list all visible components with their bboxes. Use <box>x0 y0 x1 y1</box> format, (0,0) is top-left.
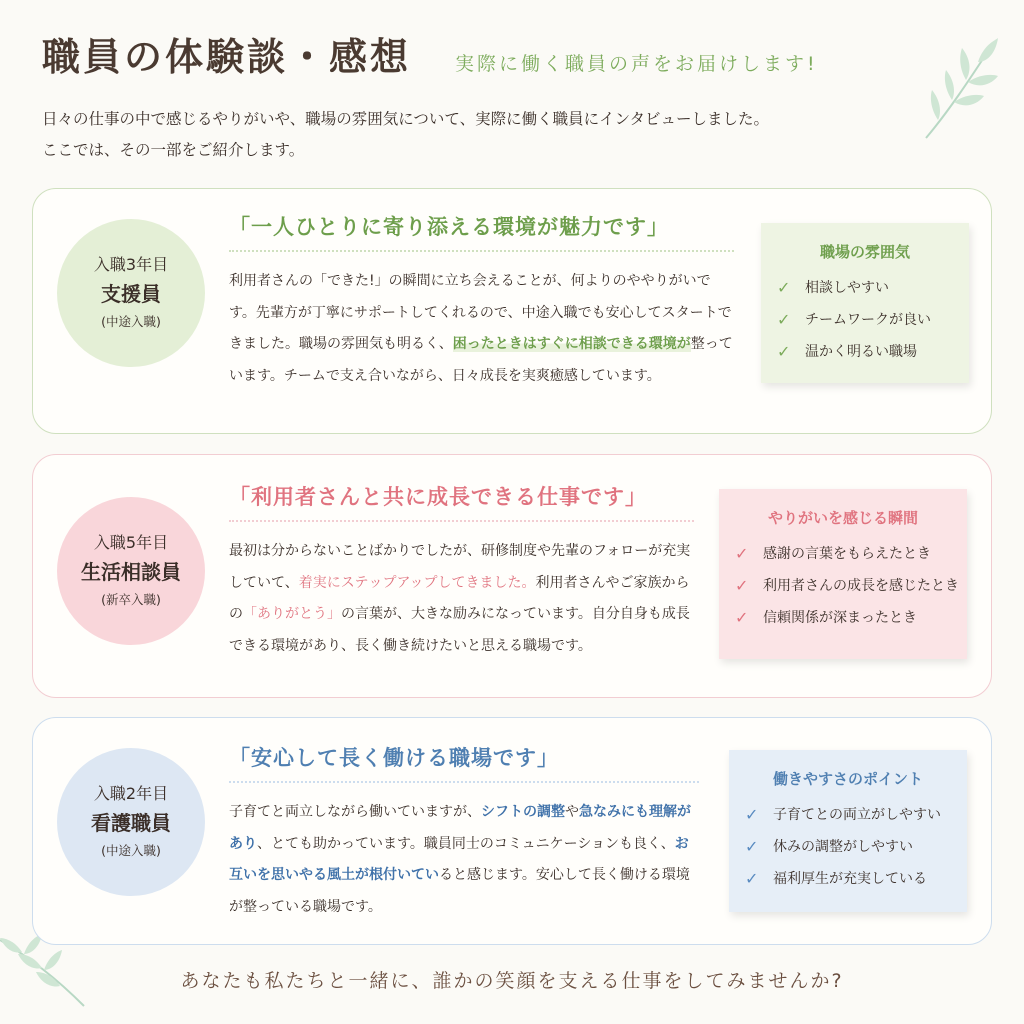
body-highlight: シフトの調整 <box>481 804 565 820</box>
body-text-segment: ると感じます。安心して長く働ける環境が整っている職場です。 <box>229 867 690 915</box>
testimonial-content <box>229 211 734 392</box>
list-item-label: 利用者さんの成長を感じたとき <box>763 578 959 594</box>
body-highlight: お互いを思いやる風土が根付いてい <box>229 835 689 883</box>
check-icon: ✓ <box>745 869 759 888</box>
note-list <box>729 799 967 895</box>
badge-role: 生活相談員 <box>81 560 181 584</box>
body-text-segment: 最初は分からないことばかりでしたが、研修制度や先輩のフォローが充実していて、 <box>229 543 691 591</box>
badge-role: 支援員 <box>101 282 161 306</box>
list-item-label: 福利厚生が充実している <box>773 871 927 887</box>
list-item <box>745 831 967 863</box>
testimonial-quote: 「利用者さんと共に成長できる仕事です」 <box>229 481 694 522</box>
badge-year: 入職2年目 <box>93 784 169 803</box>
body-text-segment: 子育てと両立しながら働いていますが、 <box>229 804 481 820</box>
badge-role: 看護職員 <box>91 811 171 835</box>
check-icon: ✓ <box>735 544 749 563</box>
check-icon: ✓ <box>777 342 791 361</box>
list-item-label: 休みの調整がしやすい <box>773 839 913 855</box>
check-icon: ✓ <box>745 805 759 824</box>
note-list <box>719 538 967 634</box>
testimonial-body <box>229 266 734 392</box>
list-item <box>777 336 969 368</box>
body-text-segment: や <box>565 804 579 820</box>
intro-line: 日々の仕事の中で感じるやりがいや、職場の雰囲気について、実際に働く職員にインタビューしました。 <box>42 110 769 128</box>
list-item <box>735 602 967 634</box>
list-item <box>777 272 969 304</box>
list-item-label: 子育てとの両立がしやすい <box>773 807 941 823</box>
body-highlight: 困ったときはすぐに相談できる環境が <box>452 336 691 352</box>
note-list <box>761 272 969 368</box>
body-highlight: 急なみにも理解があり <box>229 804 691 852</box>
footer-message: あなたも私たちと一緒に、誰かの笑顔を支える仕事をしてみませんか? <box>180 970 844 992</box>
testimonial-card-support-staff <box>32 188 992 434</box>
list-item-label: 感謝の言葉をもらえたとき <box>763 546 931 562</box>
body-text-segment: の言葉が、大きな励みになっています。自分自身も成長できる環境があり、長く働き続けたいと思える職場です。 <box>229 606 690 654</box>
testimonial-quote: 「一人ひとりに寄り添える環境が魅力です」 <box>229 211 734 252</box>
check-icon: ✓ <box>777 310 791 329</box>
list-item <box>745 799 967 831</box>
testimonial-card-life-counselor <box>32 454 992 698</box>
check-icon: ✓ <box>745 837 759 856</box>
staff-badge <box>57 497 205 645</box>
testimonial-body <box>229 536 694 662</box>
testimonial-content <box>229 481 694 662</box>
page-header <box>42 26 994 81</box>
list-item <box>745 863 967 895</box>
badge-year: 入職3年目 <box>93 255 169 274</box>
page-subtitle: 実際に働く職員の声をお届けします! <box>455 53 818 75</box>
badge-type: (新卒入職) <box>101 592 161 607</box>
note-title: 働きやすさのポイント <box>772 770 923 788</box>
body-text-segment: 、とても助かっています。職員同士のコミュニケーションも良く、 <box>257 835 675 852</box>
note-title: やりがいを感じる瞬間 <box>767 509 918 527</box>
check-icon: ✓ <box>735 608 749 627</box>
list-item-label: 相談しやすい <box>805 280 889 296</box>
body-text-segment: 利用者さんの「できた!」の瞬間に立ち会えることが、何よりのややりがいです。先輩方が丁寧にサポートしてくれるので、中途入職でも安心してスタートできました。職場の雰囲気も明るく、 <box>229 273 732 352</box>
badge-type: (中途入職) <box>101 314 161 329</box>
check-icon: ✓ <box>777 278 791 297</box>
check-icon: ✓ <box>735 576 749 595</box>
list-item-label: チームワークが良い <box>805 312 931 328</box>
list-item <box>777 304 969 336</box>
testimonial-body <box>229 797 699 923</box>
list-item-label: 信頼関係が深まったとき <box>763 610 917 626</box>
body-text-segment: 整っています。チームで支え合いながら、日々成長を実爽癒感しています。 <box>229 336 733 384</box>
intro-text <box>42 104 962 166</box>
list-item-label: 温かく明るい職場 <box>805 344 917 360</box>
body-highlight: 「ありがとう」 <box>243 606 341 622</box>
badge-year: 入職5年目 <box>93 533 169 552</box>
sticky-note-workplace-atmosphere <box>761 223 969 383</box>
staff-badge <box>57 748 205 896</box>
testimonial-card-nurse <box>32 717 992 945</box>
note-title: 職場の雰囲気 <box>819 243 910 261</box>
body-highlight: 着実にステップアップしてきました。 <box>298 574 536 591</box>
testimonial-quote: 「安心して長く働ける職場です」 <box>229 742 699 783</box>
intro-line: ここでは、その一部をご紹介します。 <box>42 141 305 159</box>
sticky-note-work-comfort-points <box>729 750 967 912</box>
staff-badge <box>57 219 205 367</box>
badge-type: (中途入職) <box>101 843 161 858</box>
list-item <box>735 570 967 602</box>
body-text-segment: 利用者さんやご家族からの <box>229 574 690 622</box>
testimonial-content <box>229 742 699 923</box>
sticky-note-rewarding-moments <box>719 489 967 659</box>
page-title: 職員の体験談・感想 <box>42 35 412 79</box>
list-item <box>735 538 967 570</box>
